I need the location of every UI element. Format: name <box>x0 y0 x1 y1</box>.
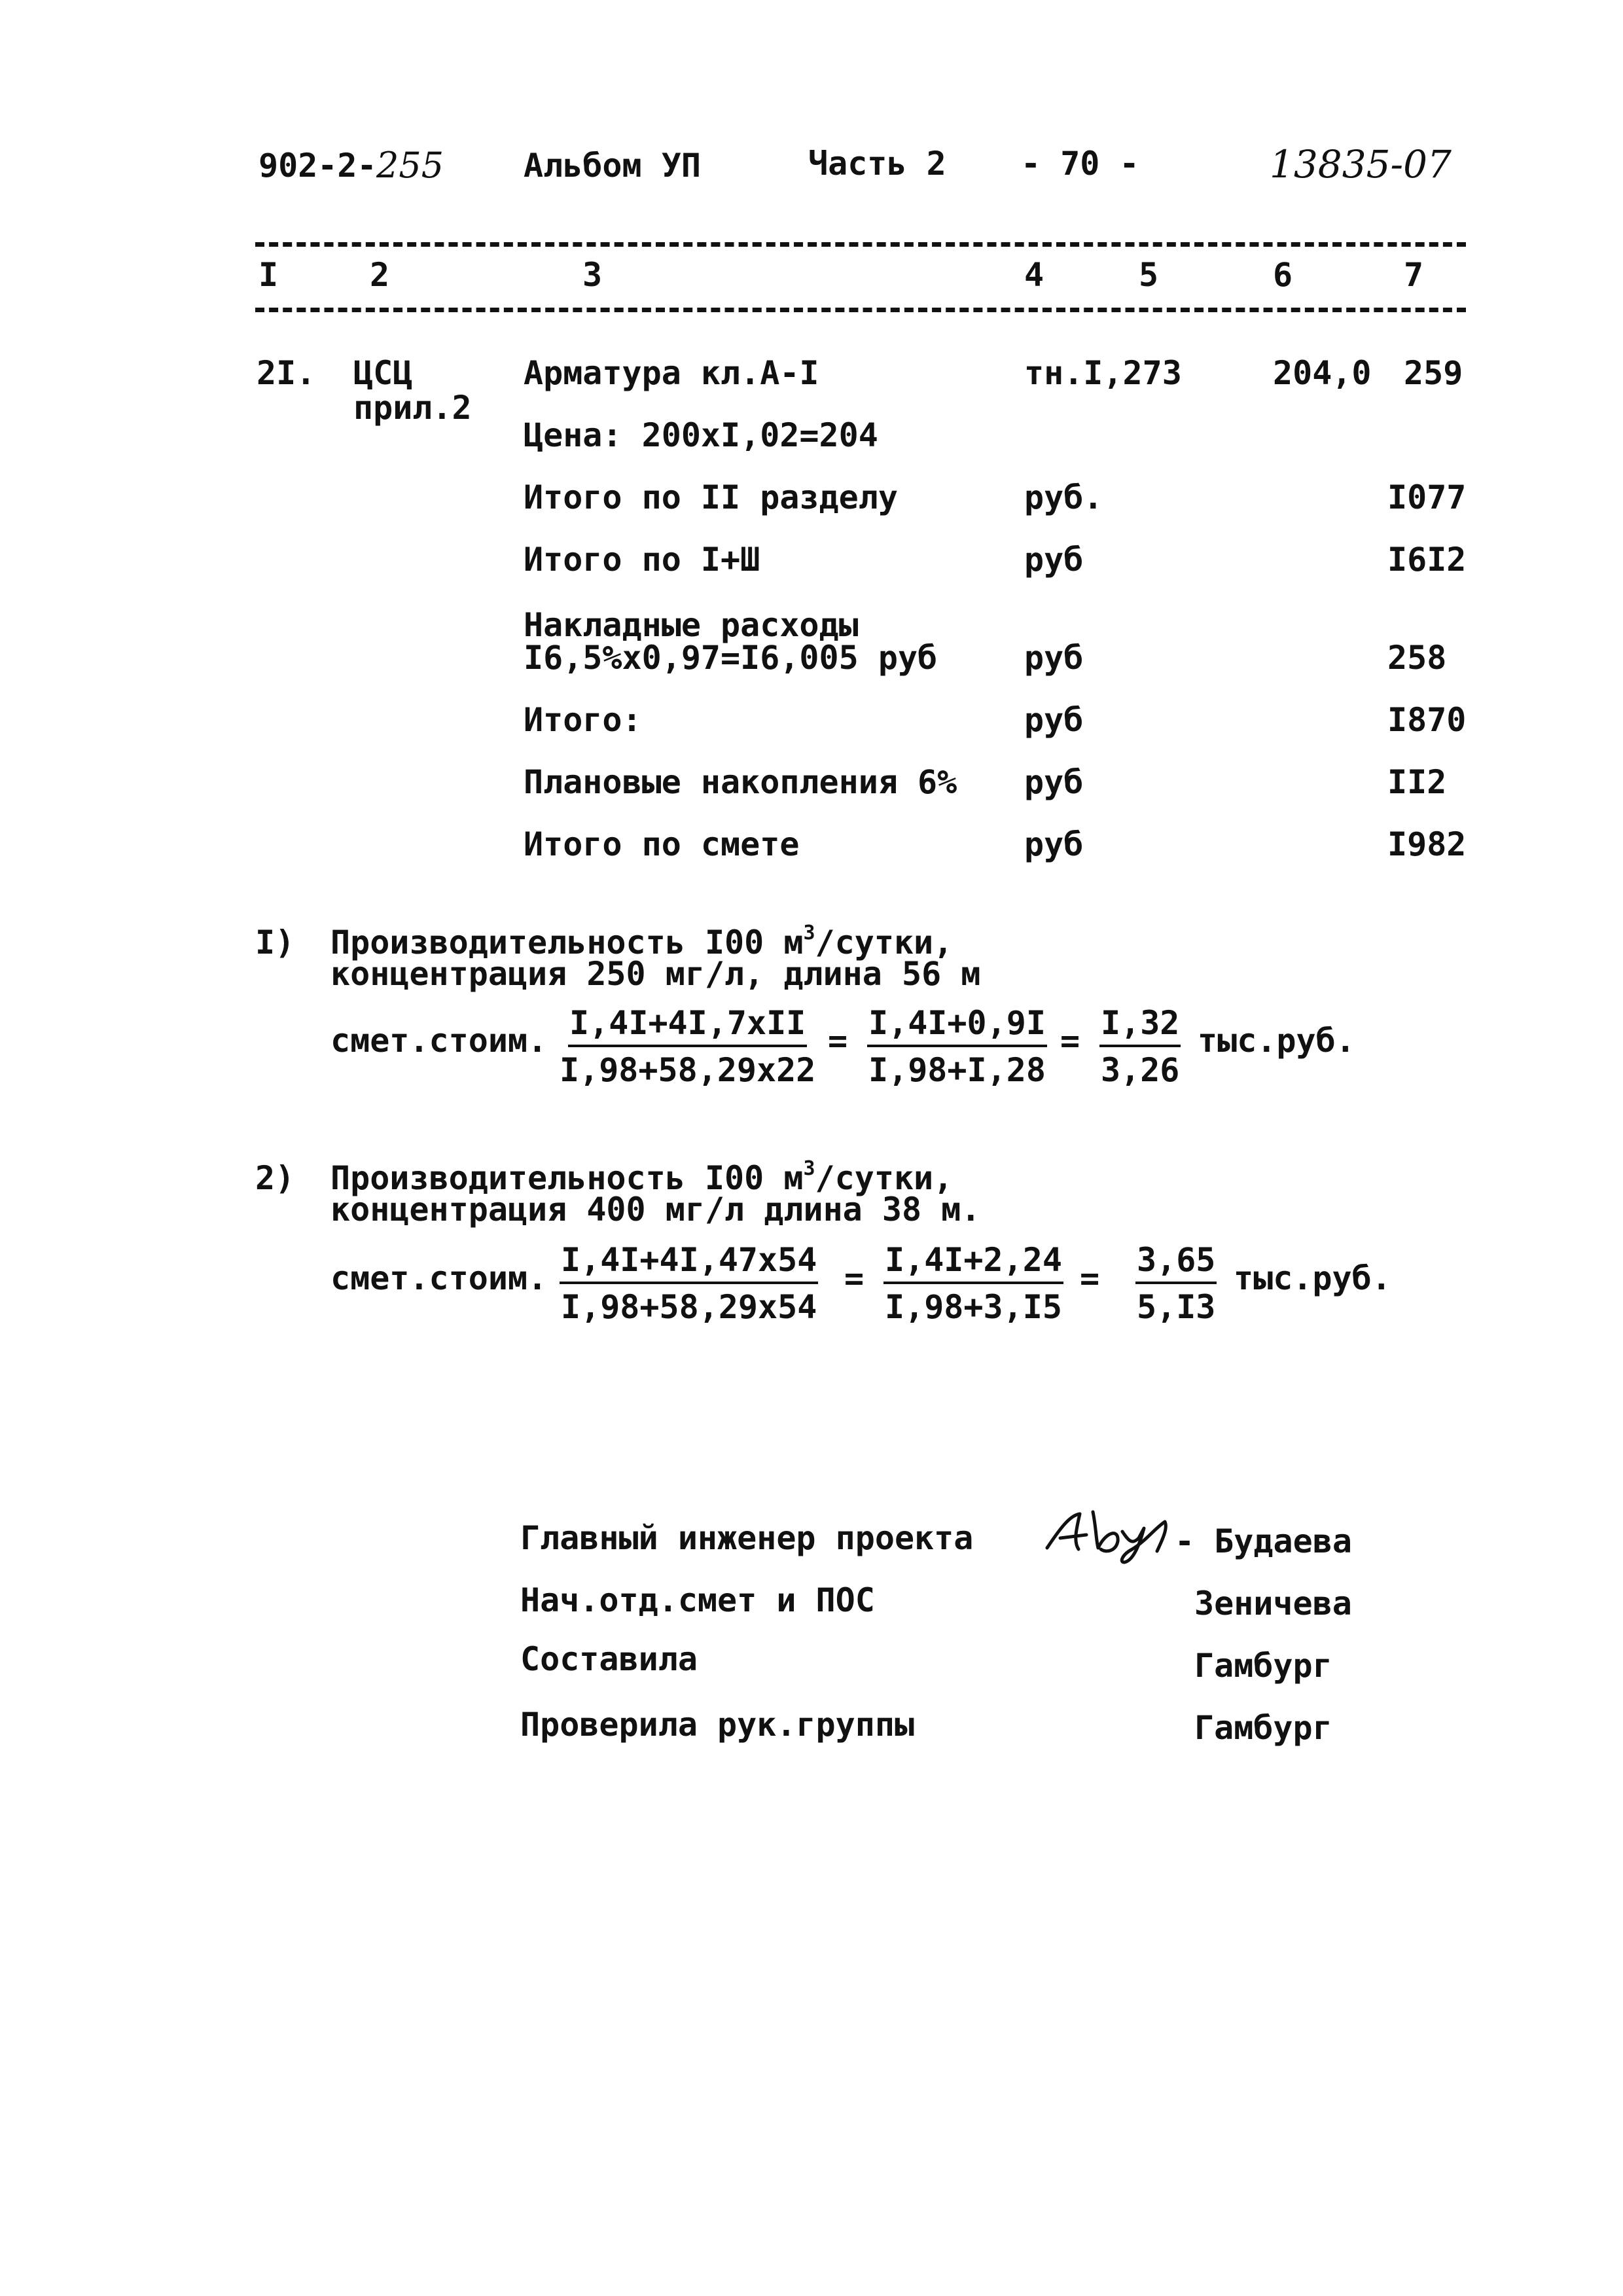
fraction-1 <box>560 1241 818 1326</box>
fraction-2 <box>867 1004 1047 1089</box>
summary-unit: руб <box>1024 639 1084 677</box>
fraction-2 <box>883 1241 1063 1326</box>
row-name: Арматура кл.А-I <box>524 354 819 392</box>
fraction-numerator: I,32 <box>1099 1007 1181 1047</box>
note-concentration: концентрация 250 мг/л, длина 56 м <box>330 955 981 993</box>
fraction-numerator: I,4I+4I,47х54 <box>560 1244 818 1284</box>
summary-label: Плановые накопления 6% <box>524 763 957 801</box>
fraction-numerator: I,4I+2,24 <box>883 1244 1063 1284</box>
summary-value: I870 <box>1387 701 1467 739</box>
cost-unit: тыс.руб. <box>1198 1022 1355 1060</box>
table-header-divider <box>255 308 1466 312</box>
doc-number-handwritten: 255 <box>376 145 444 186</box>
album-label: Альбом УП <box>524 147 701 185</box>
equals-sign: = <box>1060 1022 1080 1060</box>
fraction-denominator: 5,I3 <box>1137 1288 1216 1326</box>
summary-label: Итого по I+Ш <box>524 541 760 579</box>
summary-label: Накладные расходы <box>524 606 859 644</box>
fraction-denominator: I,98+3,I5 <box>885 1288 1062 1326</box>
summary-value: II2 <box>1387 763 1447 801</box>
note-concentration: концентрация 400 мг/л длина 38 м. <box>330 1191 981 1229</box>
summary-value: I6I2 <box>1387 541 1467 579</box>
fraction-numerator: 3,65 <box>1135 1244 1217 1284</box>
fraction-1 <box>560 1004 816 1089</box>
note-capacity: Производительность I00 $м^3$/сутки, <box>330 922 954 961</box>
cost-unit: тыс.руб. <box>1234 1259 1391 1297</box>
summary-unit: руб <box>1024 763 1084 801</box>
summary-label-detail: I6,5%x0,97=I6,005 руб <box>524 639 938 677</box>
row-total: 259 <box>1404 354 1463 392</box>
summary-unit: руб. <box>1024 478 1103 516</box>
doc-number: 902-2- <box>259 147 377 185</box>
note-marker: 2) <box>255 1159 295 1197</box>
fraction-denominator: I,98+58,29х54 <box>561 1288 817 1326</box>
column-header-6: 6 <box>1273 256 1293 294</box>
summary-unit: руб <box>1024 701 1084 739</box>
signer-name: - Будаева <box>1175 1522 1352 1560</box>
summary-label: Итого по II разделу <box>524 478 898 516</box>
fraction-3 <box>1135 1241 1217 1326</box>
document-code-handwritten: 13835-07 <box>1270 142 1452 187</box>
handwritten-signature <box>1041 1502 1194 1564</box>
page-number: - 70 - <box>1021 145 1139 183</box>
table-top-divider <box>255 242 1466 247</box>
signer-name: Зеничева <box>1194 1585 1352 1623</box>
summary-value: I982 <box>1387 825 1467 863</box>
note-capacity: Производительность I00 $м^3$/сутки, <box>330 1157 954 1197</box>
summary-unit: руб <box>1024 825 1084 863</box>
signer-name: Гамбург <box>1194 1647 1332 1685</box>
signer-role: Проверила рук.группы <box>520 1706 915 1744</box>
equals-sign: = <box>1080 1259 1100 1297</box>
summary-unit: руб <box>1024 541 1084 579</box>
row-source: ЦСЦ <box>353 354 413 392</box>
fraction-denominator: I,98+I,28 <box>868 1051 1046 1089</box>
summary-value: I077 <box>1387 478 1467 516</box>
column-header-5: 5 <box>1139 256 1159 294</box>
equals-sign: = <box>828 1022 848 1060</box>
column-header-7: 7 <box>1404 256 1424 294</box>
note-marker: I) <box>255 924 295 961</box>
row-unit-quantity: тн.I,273 <box>1024 354 1182 392</box>
cost-label: смет.стоим. <box>330 1259 548 1297</box>
signer-role: Составила <box>520 1640 698 1678</box>
column-header-4: 4 <box>1024 256 1044 294</box>
signer-name: Гамбург <box>1194 1709 1332 1747</box>
summary-label: Итого по смете <box>524 825 800 863</box>
signer-role: Нач.отд.смет и ПОС <box>520 1581 875 1619</box>
cost-label: смет.стоим. <box>330 1022 548 1060</box>
row-price-note: Цена: 200хI,02=204 <box>524 416 878 454</box>
fraction-denominator: 3,26 <box>1101 1051 1180 1089</box>
signer-role: Главный инженер проекта <box>520 1519 974 1557</box>
column-header-2: 2 <box>370 256 390 294</box>
row-unit-price: 204,0 <box>1273 354 1372 392</box>
fraction-3 <box>1099 1004 1181 1089</box>
row-source-ref: прил.2 <box>353 389 472 427</box>
summary-label: Итого: <box>524 701 642 739</box>
equals-sign: = <box>844 1259 865 1297</box>
summary-value: 258 <box>1387 639 1447 677</box>
part-label: Часть 2 <box>808 145 946 183</box>
fraction-denominator: I,98+58,29x22 <box>560 1051 816 1089</box>
column-header-3: 3 <box>582 256 603 294</box>
row-number: 2I. <box>257 354 316 392</box>
fraction-numerator: I,4I+0,9I <box>867 1007 1047 1047</box>
column-header-1: I <box>259 256 279 294</box>
fraction-numerator: I,4I+4I,7хII <box>568 1007 807 1047</box>
